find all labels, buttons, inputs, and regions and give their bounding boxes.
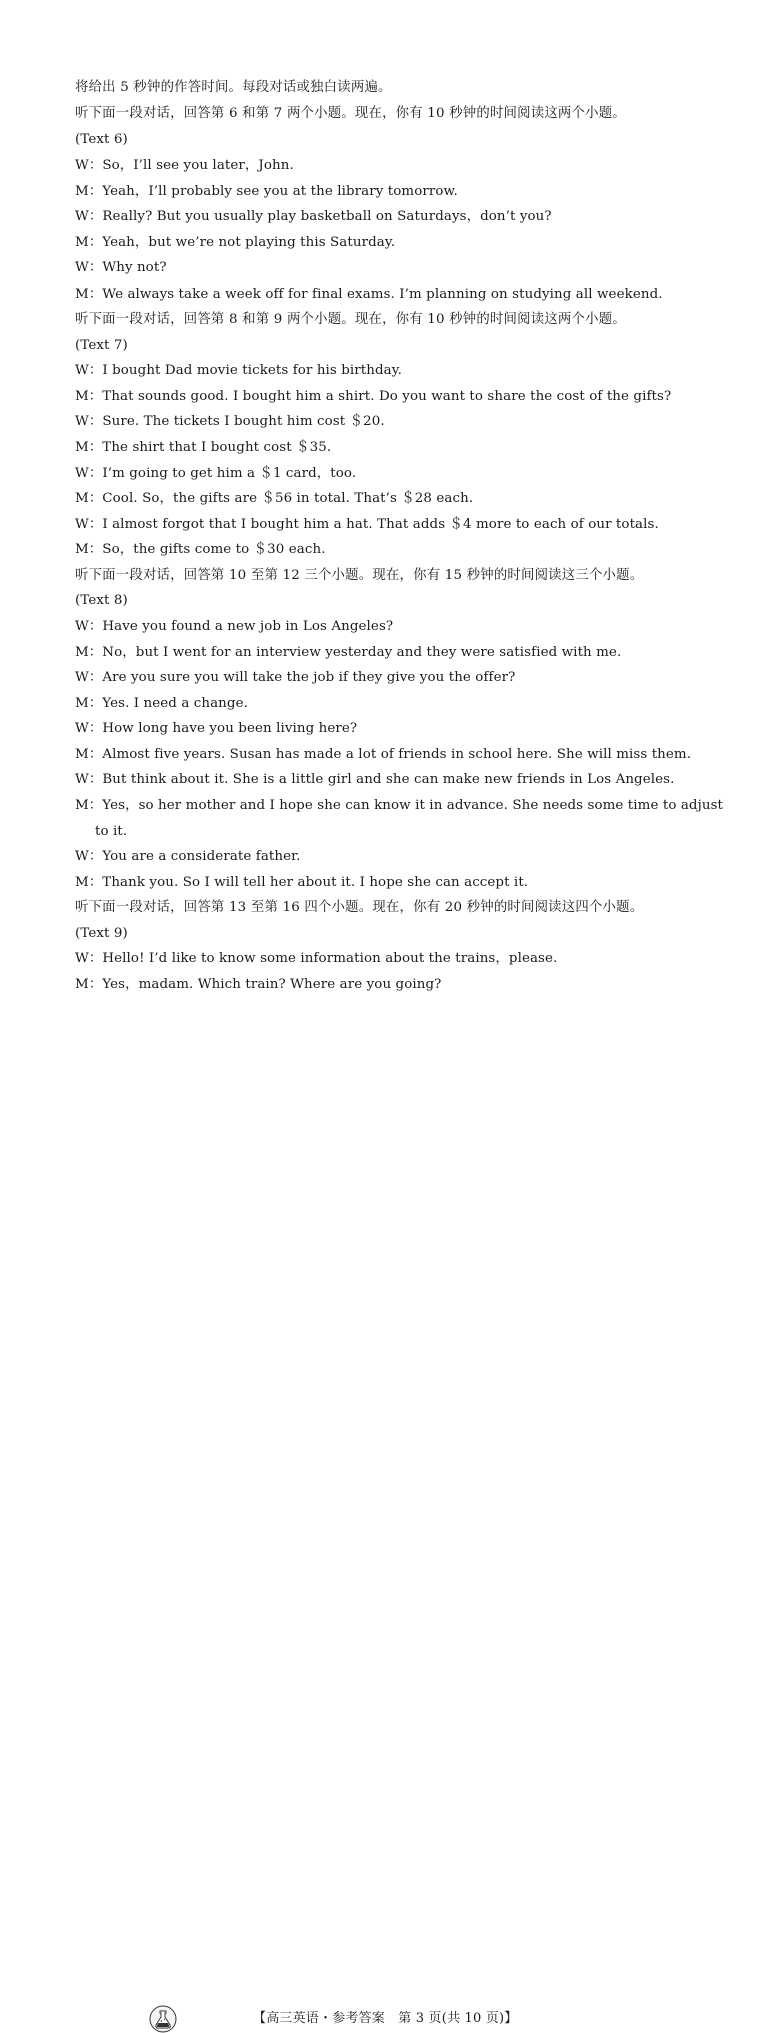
dialogue-line: M：No，but I went for an interview yesterday and they were satisfied with me. bbox=[75, 645, 622, 660]
text-label: (Text 6) bbox=[75, 132, 128, 147]
dialogue-line: W：Hello! I’d like to know some information about the trains，please. bbox=[75, 951, 558, 966]
dialogue-line: M：Yes. I need a change. bbox=[75, 696, 248, 711]
dialogue-line: M：Yes，so her mother and I hope she can know it in advance. She needs some time to adjust bbox=[75, 798, 724, 813]
transcript-body bbox=[0, 0, 764, 1000]
dialogue-line: W：I almost forgot that I bought him a hat. That adds ＄4 more to each of our totals. bbox=[75, 517, 659, 532]
dialogue-line: W：You are a considerate father. bbox=[75, 849, 301, 864]
instruction-line: 听下面一段对话，回答第 13 至第 16 四个小题。现在，你有 20 秒钟的时间阅读这四个小题。 bbox=[75, 900, 644, 915]
text-label: (Text 7) bbox=[75, 338, 128, 353]
text-label: (Text 9) bbox=[75, 926, 128, 941]
dialogue-line: W：Have you found a new job in Los Angeles? bbox=[75, 619, 394, 634]
dialogue-line: M：Yes，madam. Which train? Where are you going? bbox=[75, 977, 442, 992]
dialogue-line: M：Yeah，I’ll probably see you at the library tomorrow. bbox=[75, 184, 458, 199]
instruction-line: 听下面一段对话，回答第 8 和第 9 两个小题。现在，你有 10 秒钟的时间阅读这两个小题。 bbox=[75, 312, 626, 327]
dialogue-line: W：Really? But you usually play basketball on Saturdays，don’t you? bbox=[75, 209, 552, 224]
dialogue-line: M：Almost five years. Susan has made a lot of friends in school here. She will miss them. bbox=[75, 747, 692, 762]
dialogue-line: W：So，I’ll see you later，John. bbox=[75, 158, 294, 173]
dialogue-line: M：So，the gifts come to ＄30 each. bbox=[75, 542, 326, 557]
dialogue-line: M：Thank you. So I will tell her about it. I hope she can accept it. bbox=[75, 875, 529, 890]
footer-page-info: 【高三英语・参考答案 第 3 页(共 10 页)】 bbox=[253, 2011, 518, 2026]
instruction-line: 将给出 5 秒钟的作答时间。每段对话或独白读两遍。 bbox=[75, 80, 392, 95]
dialogue-line: W：But think about it. She is a little girl and she can make new friends in Los Angeles. bbox=[75, 772, 675, 787]
instruction-line: 听下面一段对话，回答第 10 至第 12 三个小题。现在，你有 15 秒钟的时间阅读这三个小题。 bbox=[75, 568, 644, 583]
dialogue-line: M：Cool. So，the gifts are ＄56 in total. That’s ＄28 each. bbox=[75, 491, 474, 506]
dialogue-line-continuation: to it. bbox=[95, 824, 128, 839]
dialogue-line: M：That sounds good. I bought him a shirt. Do you want to share the cost of the gifts? bbox=[75, 389, 672, 404]
dialogue-line: M：Yeah，but we’re not playing this Saturday. bbox=[75, 235, 396, 250]
dialogue-line: W：How long have you been living here? bbox=[75, 721, 358, 736]
dialogue-line: M：We always take a week off for final exams. I’m planning on studying all weekend. bbox=[75, 287, 663, 302]
dialogue-line: W：I bought Dad movie tickets for his birthday. bbox=[75, 363, 403, 378]
text-label: (Text 8) bbox=[75, 593, 128, 608]
dialogue-line: W：Why not? bbox=[75, 260, 167, 275]
flask-logo-icon bbox=[149, 2005, 177, 2033]
dialogue-line: W：Sure. The tickets I bought him cost ＄20. bbox=[75, 414, 385, 429]
page-footer bbox=[0, 1002, 764, 2026]
instruction-line: 听下面一段对话，回答第 6 和第 7 两个小题。现在，你有 10 秒钟的时间阅读这两个小题。 bbox=[75, 106, 626, 121]
dialogue-line: M：The shirt that I bought cost ＄35. bbox=[75, 440, 332, 455]
dialogue-line: W：I’m going to get him a ＄1 card，too. bbox=[75, 466, 357, 481]
dialogue-line: W：Are you sure you will take the job if they give you the offer? bbox=[75, 670, 516, 685]
